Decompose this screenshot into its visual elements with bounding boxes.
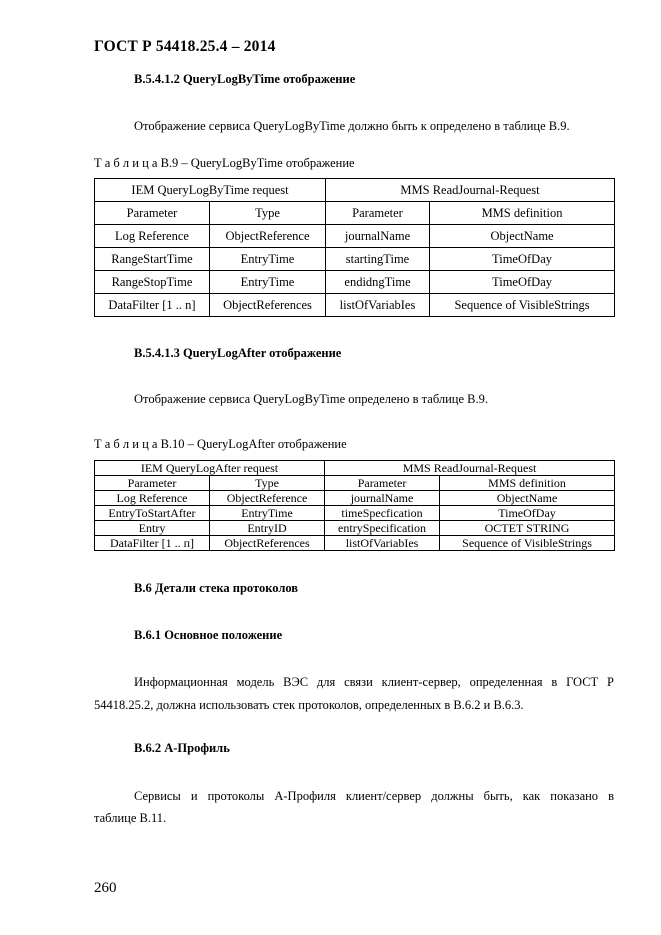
table-b9: [94, 178, 615, 317]
table-cell: listOfVariabIes: [325, 536, 440, 551]
column-header: Parameter: [95, 476, 210, 491]
table-cell: entrySpecification: [325, 521, 440, 536]
table-b9-caption: Т а б л и ц а В.9 – QueryLogByTime отображение: [94, 156, 355, 170]
section-heading-b6: В.6 Детали стека протоколов: [134, 581, 299, 595]
section-heading-b5413: В.5.4.1.3 QueryLogAfter отображение: [134, 346, 342, 360]
table-cell: Log Reference: [95, 225, 210, 248]
table-cell: DataFilter [1 .. n]: [95, 294, 210, 317]
paragraph-b61-line1: Информационная модель ВЭС для связи клиент-сервер, определенная в ГОСТ Р: [134, 675, 614, 689]
table-b10: [94, 460, 615, 551]
table-cell: Log Reference: [95, 491, 210, 506]
table-cell: ObjectReferences: [210, 536, 325, 551]
column-header: Type: [210, 476, 325, 491]
table-group-header-row: [95, 461, 615, 476]
section-heading-b62: В.6.2 А-Профиль: [134, 741, 230, 755]
table-cell: ObjectName: [440, 491, 615, 506]
column-header: Parameter: [326, 202, 430, 225]
table-group-header-row: [95, 179, 615, 202]
paragraph-b5412: Отображение сервиса QueryLogByTime должно быть к определено в таблице В.9.: [134, 119, 570, 133]
table-row: [95, 536, 615, 551]
table-row: [95, 225, 615, 248]
column-header-row: [95, 476, 615, 491]
column-header: Parameter: [95, 202, 210, 225]
column-header: Type: [210, 202, 326, 225]
column-header: MMS definition: [430, 202, 615, 225]
group-header-right: MMS ReadJournal-Request: [326, 179, 615, 202]
paragraph-b5413: Отображение сервиса QueryLogByTime определено в таблице В.9.: [134, 392, 488, 406]
group-header-left: IEM QueryLogAfter request: [95, 461, 325, 476]
table-cell: Sequence of VisibleStrings: [440, 536, 615, 551]
table-cell: OCTET STRING: [440, 521, 615, 536]
section-heading-b61: В.6.1 Основное положение: [134, 628, 283, 642]
table-cell: EntryToStartAfter: [95, 506, 210, 521]
page-number: 260: [94, 880, 117, 896]
group-header-right: MMS ReadJournal-Request: [325, 461, 615, 476]
table-cell: journalName: [326, 225, 430, 248]
table-row: [95, 271, 615, 294]
column-header-row: [95, 202, 615, 225]
section-heading-b5412: В.5.4.1.2 QueryLogByTime отображение: [134, 72, 356, 86]
table-cell: RangeStopTime: [95, 271, 210, 294]
table-row: [95, 294, 615, 317]
document-header: ГОСТ Р 54418.25.4 – 2014: [94, 38, 276, 55]
table-cell: ObjectName: [430, 225, 615, 248]
table-cell: RangeStartTime: [95, 248, 210, 271]
table-cell: endidngTime: [326, 271, 430, 294]
table-cell: journalName: [325, 491, 440, 506]
paragraph-b62-line2: таблице В.11.: [94, 811, 167, 825]
table-cell: timeSpecfication: [325, 506, 440, 521]
paragraph-b61-line2: 54418.25.2, должна использовать стек протоколов, определенных в В.6.2 и В.6.3.: [94, 698, 524, 712]
group-header-left: IEM QueryLogByTime request: [95, 179, 326, 202]
table-cell: Entry: [95, 521, 210, 536]
table-cell: Sequence of VisibleStrings: [430, 294, 615, 317]
table-row: [95, 506, 615, 521]
table-cell: EntryTime: [210, 271, 326, 294]
table-cell: ObjectReferences: [210, 294, 326, 317]
table-cell: TimeOfDay: [430, 248, 615, 271]
column-header: MMS definition: [440, 476, 615, 491]
table-cell: TimeOfDay: [440, 506, 615, 521]
table-cell: listOfVariabIes: [326, 294, 430, 317]
table-cell: EntryID: [210, 521, 325, 536]
table-b10-caption: Т а б л и ц а В.10 – QueryLogAfter отображение: [94, 437, 347, 451]
table-row: [95, 491, 615, 506]
table-cell: EntryTime: [210, 506, 325, 521]
table-cell: DataFilter [1 .. п]: [95, 536, 210, 551]
column-header: Parameter: [325, 476, 440, 491]
table-cell: startingTime: [326, 248, 430, 271]
table-row: [95, 248, 615, 271]
paragraph-b62-line1: Сервисы и протоколы А-Профиля клиент/сервер должны быть, как показано в: [134, 789, 614, 803]
table-cell: ObjectReference: [210, 491, 325, 506]
table-cell: TimeOfDay: [430, 271, 615, 294]
table-cell: EntryTime: [210, 248, 326, 271]
table-cell: ObjectReference: [210, 225, 326, 248]
table-row: [95, 521, 615, 536]
